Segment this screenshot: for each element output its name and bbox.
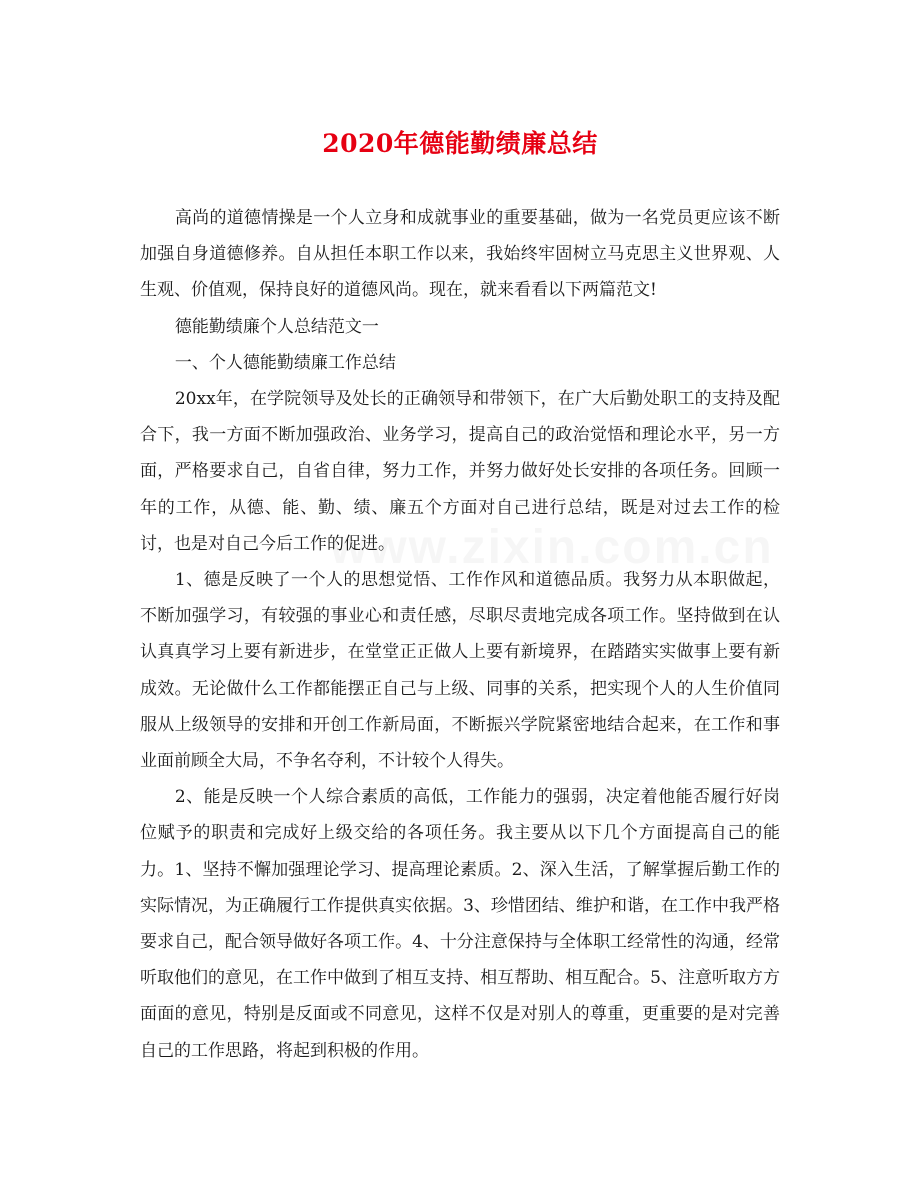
body-paragraph: 1、德是反映了一个人的思想觉悟、工作作风和道德品质。我努力从本职做起，不断加强学习，有较强的事业心和责任感，尽职尽责地完成各项工作。坚持做到在认认真真学习上要有新进步，在堂堂正正做人上要有新境界，在踏踏实实做事上要有新成效。无论做什么工作都能摆正自己与上级、同事的关系，把实现个人的人生价值同服从上级领导的安排和开创工作新局面，不断振兴学院紧密地结合起来，在工作和事业面前顾全大局，不争名夺利，不计较个人得失。 [140,570,780,772]
document-title: 2020年德能勤绩廉总结 [322,129,598,158]
section-heading: 德能勤绩廉个人总结范文一 [174,316,379,337]
subsection-heading: 一、个人德能勤绩廉工作总结 [174,352,396,373]
document-body [140,200,780,1069]
body-paragraph: 2、能是反映一个人综合素质的高低，工作能力的强弱，决定着他能否履行好岗位赋予的职责和完成好上级交给的各项任务。我主要从以下几个方面提高自己的能力。1、坚持不懈加强理论学习、提高理论素质。2、深入生活，了解掌握后勤工作的实际情况，为正确履行工作提供真实依据。3、珍惜团结、维护和谐，在工作中我严格要求自己，配合领导做好各项工作。4、十分注意保持与全体职工经常性的沟通，经常听取他们的意见，在工作中做到了相互支持、相互帮助、相互配合。5、注意听取方方面面的意见，特别是反面或不同意见，这样不仅是对别人的尊重，更重要的是对完善自己的工作思路，将起到积极的作用。 [140,787,780,1061]
intro-paragraph: 高尚的道德情操是一个人立身和成就事业的重要基础，做为一名党员更应该不断加强自身道德修养。自从担任本职工作以来，我始终牢固树立马克思主义世界观、人生观、价值观，保持良好的道德风尚。现在，就来看看以下两篇范文! [140,208,780,301]
body-paragraph: 20xx年，在学院领导及处长的正确领导和带领下，在广大后勤处职工的支持及配合下，我一方面不断加强政治、业务学习，提高自己的政治觉悟和理论水平，另一方面，严格要求自己，自省自律，努力工作，并努力做好处长安排的各项任务。回顾一年的工作，从德、能、勤、绩、廉五个方面对自己进行总结，既是对过去工作的检讨，也是对自己今后工作的促进。 [140,389,780,554]
